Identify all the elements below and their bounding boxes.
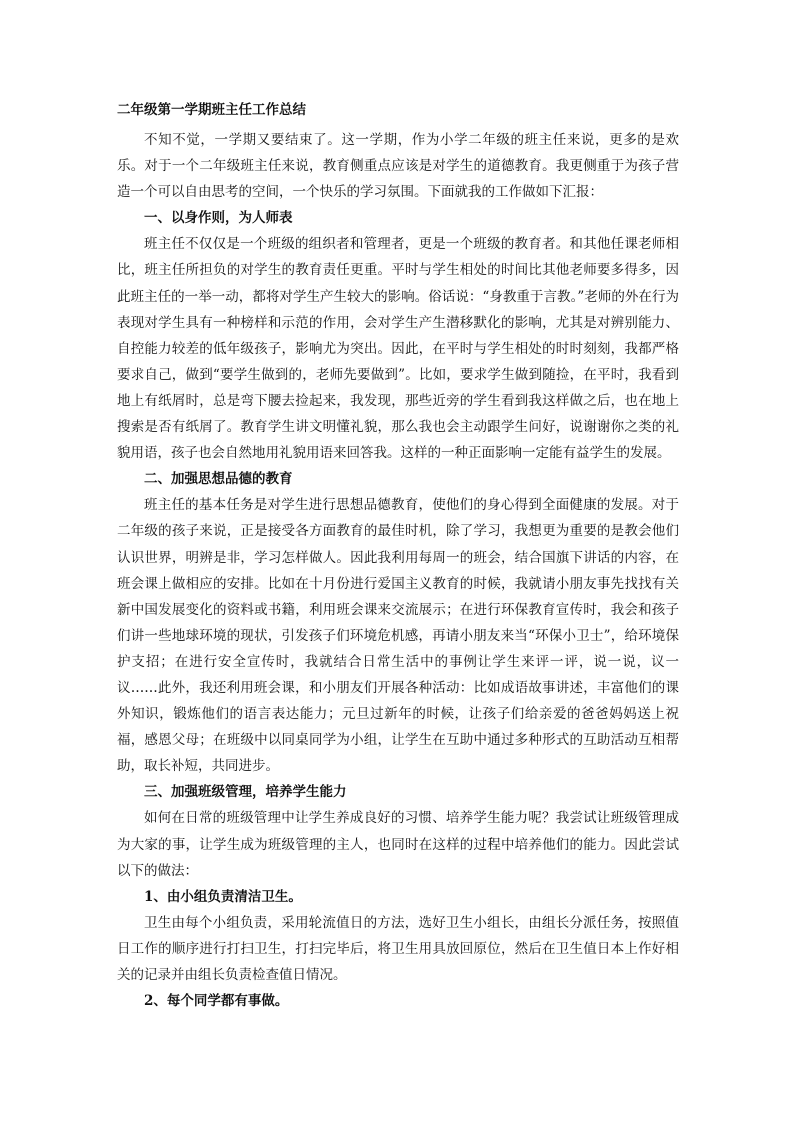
section-2-heading: 二、加强思想品德的教育 <box>144 471 293 488</box>
section-1-heading: 一、以身作则，为人师表 <box>144 210 293 227</box>
section-3-heading: 三、加强班级管理，培养学生能力 <box>144 784 347 801</box>
section-1-body: 班主任不仅仅是一个班级的组织者和管理者，更是一个班级的教育者。和其他任课老师相比，班主任所担负的对学生的教育责任更重。平时与学生相处的时间比其他老师要多得多，因此班主任的一举一动，都将对学生产生较大的影响。俗话说：“身教重于言教。”老师的外在行为表现对学生具有一种榜样和示范的作用，会对学生产生潜移默化的影响，尤其是对辨别能力、自控能力较差的低年级孩子，影响尤为突出。因此，在平时与学生相处的时时刻刻，我都严格要求自己，做到“要学生做到的，老师先要做到”。比如，要求学生做到随捡，在平时，我看到地上有纸屑时，总是弯下腰去捡起来，我发现，那些近旁的学生看到我这样做之后，也在地上搜索是否有纸屑了。教育学生讲文明懂礼貌，那么我也会主动跟学生问好，说谢谢你之类的礼貌用语，孩子也会自然地用礼貌用语来回答我。这样的一种正面影响一定能有益学生的发展。 <box>117 236 679 462</box>
subsection-1-body: 卫生由每个小组负责，采用轮流值日的方法，选好卫生小组长，由组长分派任务，按照值日工作的顺序进行打扫卫生，打扫完毕后，将卫生用具放回原位，然后在卫生值日本上作好相关的记录并由组长负责检查值日情况。 <box>117 914 679 983</box>
subsection-2-heading: 2、每个同学都有事做。 <box>144 993 289 1010</box>
section-3-body: 如何在日常的班级管理中让学生养成良好的习惯、培养学生能力呢？我尝试让班级管理成为大家的事，让学生成为班级管理的主人，也同时在这样的过程中培养他们的能力。因此尝试以下的做法： <box>117 810 679 879</box>
document-title: 二年级第一学期班主任工作总结 <box>117 102 306 118</box>
intro-paragraph: 不知不觉，一学期又要结束了。这一学期，作为小学二年级的班主任来说，更多的是欢乐。对于一个二年级班主任来说，教育侧重点应该是对学生的道德教育。我更侧重于为孩子营造一个可以自由思考的空间，一个快乐的学习氛围。下面就我的工作做如下汇报： <box>117 132 679 201</box>
document-page <box>117 101 679 1014</box>
subsection-1-heading: 1、由小组负责清洁卫生。 <box>144 888 302 905</box>
section-2-body: 班主任的基本任务是对学生进行思想品德教育，使他们的身心得到全面健康的发展。对于二年级的孩子来说，正是接受各方面教育的最佳时机，除了学习，我想更为重要的是教会他们认识世界，明辨是非，学习怎样做人。因此我利用每周一的班会，结合国旗下讲话的内容，在班会课上做相应的安排。比如在十月份进行爱国主义教育的时候，我就请小朋友事先找找有关新中国发展变化的资料或书籍，利用班会课来交流展示；在进行环保教育宣传时，我会和孩子们讲一些地球环境的现状，引发孩子们环境危机感，再请小朋友来当“环保小卫士”，给环境保护支招；在进行安全宣传时，我就结合日常生活中的事例让学生来评一评，说一说，议一议……此外，我还利用班会课，和小朋友们开展各种活动：比如成语故事讲述，丰富他们的课外知识，锻炼他们的语言表达能力；元旦过新年的时候，让孩子们给亲爱的爸爸妈妈送上祝福，感恩父母；在班级中以同桌同学为小组，让学生在互助中通过多种形式的互助活动互相帮助，取长补短，共同进步。 <box>117 497 679 775</box>
